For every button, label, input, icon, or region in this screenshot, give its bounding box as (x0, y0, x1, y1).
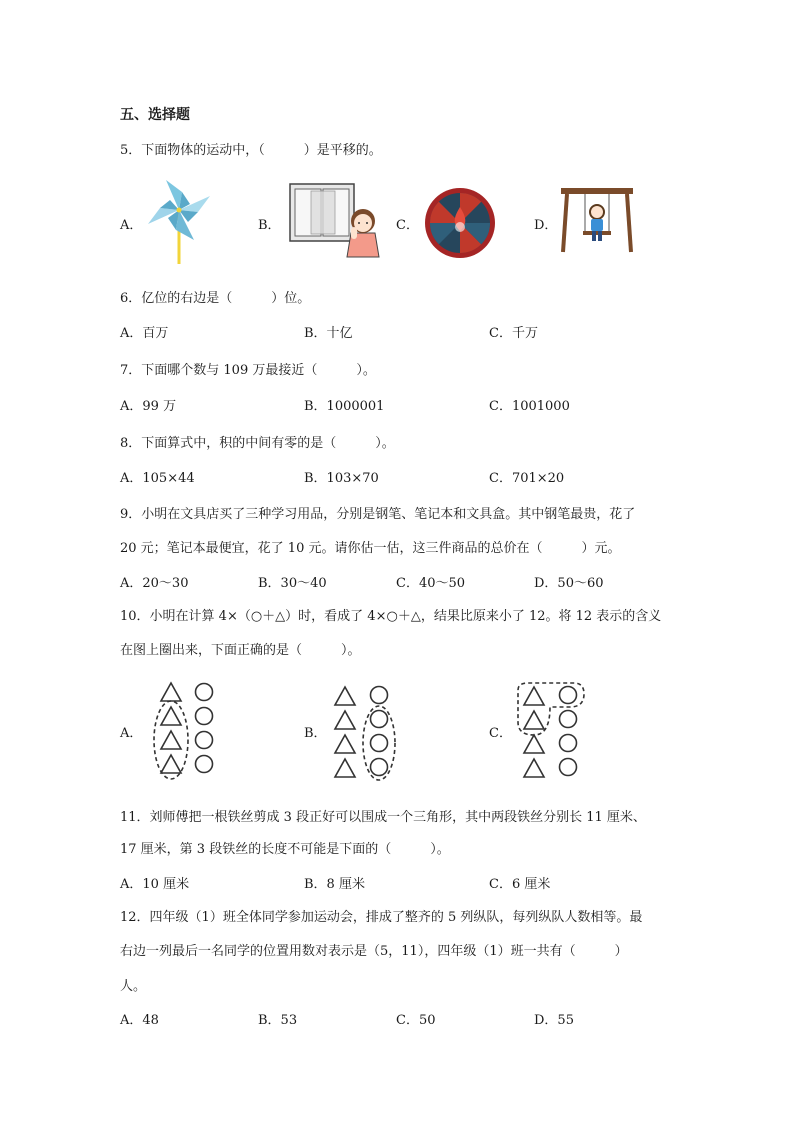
q9-option-a[interactable]: A．20～30 (120, 576, 189, 591)
question-6-stem: 6．亿位的右边是（ ）位。 (120, 291, 311, 306)
question-9-line-1: 9．小明在文具店买了三种学习用品，分别是钢笔、笔记本和文具盒。其中钢笔最贵，花了 (120, 507, 636, 522)
question-12-line-3: 人。 (120, 979, 147, 994)
q9-option-c[interactable]: C．40～50 (396, 576, 466, 591)
q10-figure-a (146, 680, 222, 780)
q12-option-d[interactable]: D．55 (534, 1013, 574, 1028)
question-9-line-2: 20 元；笔记本最便宜，花了 10 元。请你估一估，这三件商品的总价在（ ）元。 (120, 541, 621, 556)
q10-figure-b (330, 680, 406, 780)
q7-option-b[interactable]: B．1000001 (304, 399, 385, 414)
question-10-line-2: 在图上圈出来，下面正确的是（ ）。 (120, 643, 361, 658)
q9-option-d[interactable]: D．50～60 (534, 576, 604, 591)
q5-option-c[interactable]: C． (396, 218, 419, 233)
q12-option-b[interactable]: B．53 (258, 1013, 298, 1028)
question-12-line-2: 右边一列最后一名同学的位置用数对表示是（5，11），四年级（1）班一共有（ ） (120, 944, 628, 959)
q8-option-c[interactable]: C．701×20 (489, 471, 565, 486)
question-5-stem: 5．下面物体的运动中，（ ）是平移的。 (120, 143, 382, 158)
question-7-stem: 7．下面哪个数与 109 万最接近（ ）。 (120, 363, 376, 378)
q12-option-a[interactable]: A．48 (120, 1013, 159, 1028)
q11-option-a[interactable]: A．10 厘米 (120, 877, 190, 892)
section-title: 五、选择题 (120, 107, 190, 123)
q10-option-b[interactable]: B． (304, 726, 327, 741)
question-12-line-1: 12．四年级（1）班全体同学参加运动会，排成了整齐的 5 列纵队，每列纵队人数相等。最 (120, 910, 643, 925)
swing-icon (561, 186, 633, 254)
window-girl-icon (289, 183, 381, 259)
q5-option-b[interactable]: B． (258, 218, 281, 233)
q9-option-b[interactable]: B．30～40 (258, 576, 327, 591)
q10-option-c[interactable]: C． (489, 726, 512, 741)
question-11-line-1: 11．刘师傅把一根铁丝剪成 3 段正好可以围成一个三角形，其中两段铁丝分别长 11 厘米、 (120, 810, 646, 825)
q8-option-b[interactable]: B．103×70 (304, 471, 379, 486)
q6-option-b[interactable]: B．十亿 (304, 326, 353, 341)
q6-option-c[interactable]: C．千万 (489, 326, 538, 341)
spinning-wheel-icon (424, 187, 496, 259)
q8-option-a[interactable]: A．105×44 (120, 471, 195, 486)
pinwheel-icon (144, 178, 214, 266)
q6-option-a[interactable]: A．百万 (120, 326, 169, 341)
question-10-line-1: 10．小明在计算 4×（○＋△）时，看成了 4×○＋△，结果比原来小了 12。将 12 表示的含义 (120, 609, 662, 624)
q7-option-a[interactable]: A．99 万 (120, 399, 177, 414)
q7-option-c[interactable]: C．1001000 (489, 399, 570, 414)
q5-option-a[interactable]: A． (120, 218, 143, 233)
q10-figure-c (514, 680, 590, 780)
question-8-stem: 8．下面算式中，积的中间有零的是（ ）。 (120, 436, 395, 451)
q5-option-d[interactable]: D． (534, 218, 558, 233)
question-11-line-2: 17 厘米，第 3 段铁丝的长度不可能是下面的（ ）。 (120, 842, 450, 857)
q11-option-b[interactable]: B．8 厘米 (304, 877, 365, 892)
q12-option-c[interactable]: C．50 (396, 1013, 436, 1028)
q11-option-c[interactable]: C．6 厘米 (489, 877, 551, 892)
q10-option-a[interactable]: A． (120, 726, 143, 741)
